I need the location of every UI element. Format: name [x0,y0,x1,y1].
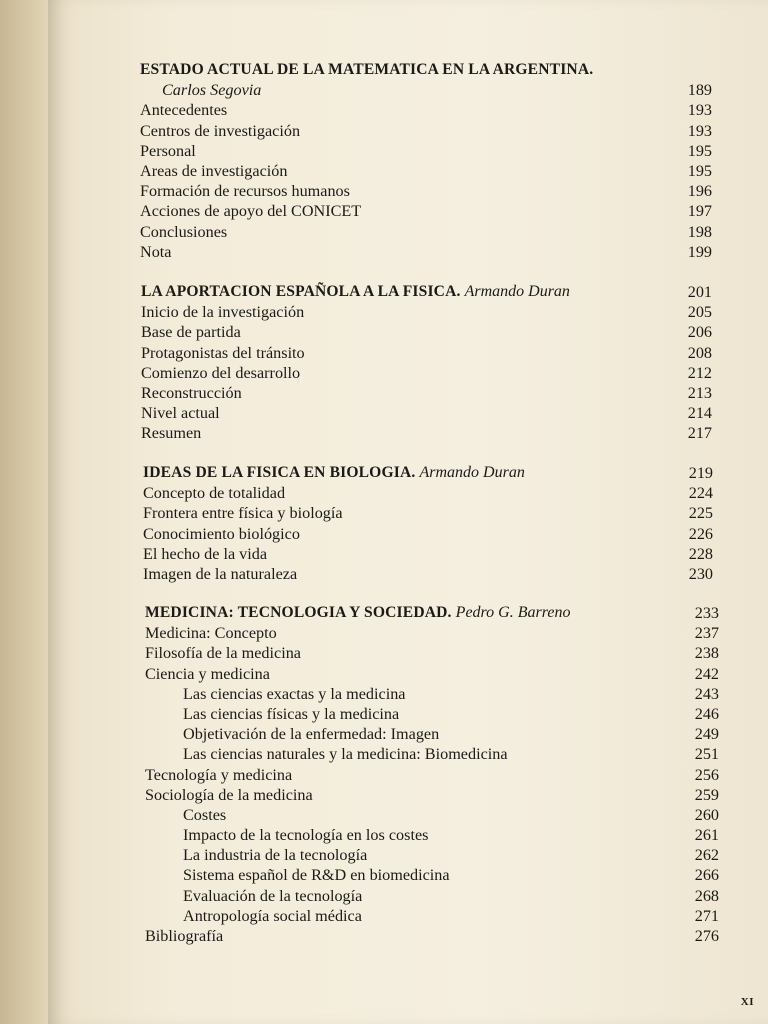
toc-entry [145,724,719,744]
toc-entry [143,564,713,584]
toc-entry-title: Conclusiones [140,222,228,241]
toc-entry-page: 251 [694,745,719,764]
toc-section-medicina-tecnologia [145,603,719,946]
section-heading [145,603,719,623]
toc-entry [141,302,712,322]
toc-entry [141,322,712,342]
book-spine-shadow [0,0,52,1024]
toc-entry-title: Objetivación de la enfermedad: Imagen [183,725,440,744]
toc-entry-page: 242 [694,664,719,683]
toc-entry-title: Filosofía de la medicina [145,644,301,663]
toc-entry-page: 225 [688,504,713,523]
toc-entry-title: Acciones de apoyo del CONICET [140,202,362,221]
toc-entry [145,926,719,946]
toc-entry-title: Medicina: Concepto [145,624,277,643]
toc-entry [145,805,719,825]
toc-entry-title: Antropología social médica [183,906,362,925]
toc-entry [145,643,719,663]
section-title: LA APORTACION ESPAÑOLA A LA FISICA. Armando Duran [141,283,570,300]
toc-entry-page: 199 [687,242,712,261]
toc-entry-title: Sociología de la medicina [145,785,313,804]
section-author: Armando Duran [419,464,525,481]
toc-entry-title: Carlos Segovia [162,81,262,100]
toc-section-fisica-biologia [143,463,713,584]
toc-entry-title: Centros de investigación [140,121,301,140]
toc-entry-title: Protagonistas del tránsito [141,343,305,362]
section-author: Pedro G. Barreno [455,604,571,621]
toc-entry [141,383,712,403]
toc-entry-title: Base de partida [141,323,241,342]
toc-entry-page: 246 [694,704,719,723]
toc-entry-title: La industria de la tecnología [183,846,368,865]
toc-entry-title: Nivel actual [141,404,220,423]
toc-entry [140,80,712,100]
toc-entry [145,886,719,906]
toc-entry-page: 256 [694,765,719,784]
toc-entry [140,100,712,120]
toc-entry-page: 208 [687,343,712,362]
toc-entry [145,765,719,785]
toc-entry-page: 214 [687,404,712,423]
toc-entry-title: Resumen [141,424,202,443]
toc-entry [141,403,712,423]
toc-entry [140,181,712,201]
toc-entry-title: Concepto de totalidad [143,484,286,503]
toc-entry-title: Imagen de la naturaleza [143,564,298,583]
toc-entry [143,483,713,503]
toc-entry-title: Evaluación de la tecnología [183,886,363,905]
toc-entry [141,343,712,363]
toc-entry [145,825,719,845]
toc-entry-page: 243 [694,684,719,703]
toc-entry-page: 237 [694,624,719,643]
toc-entry [145,865,719,885]
section-heading [141,282,712,302]
toc-entry [140,121,712,141]
toc-entry [145,906,719,926]
section-page-number: 233 [694,604,719,622]
toc-entry-page: 228 [688,544,713,563]
toc-entry-page: 226 [688,524,713,543]
toc-entry [141,423,712,443]
toc-entry-page: 266 [694,866,719,885]
toc-entry-page: 205 [687,303,712,322]
page-number-roman: XI [740,996,754,1008]
toc-entry-page: 193 [687,101,712,120]
toc-entry-title: Bibliografía [145,927,224,945]
toc-entry-page: 249 [694,725,719,744]
toc-entry-title: Tecnología y medicina [145,765,293,784]
toc-entry-title: Comienzo del desarrollo [141,363,301,382]
toc-entry [143,503,713,523]
toc-entry-page: 217 [687,424,712,443]
toc-entry-page: 261 [694,826,719,845]
section-author: Armando Duran [464,283,570,300]
toc-entry [143,544,713,564]
toc-entry-title: Reconstrucción [141,383,242,402]
section-title: IDEAS DE LA FISICA EN BIOLOGIA. Armando Duran [143,464,525,481]
toc-entry-page: 268 [694,886,719,905]
section-title: MEDICINA: TECNOLOGIA Y SOCIEDAD. Pedro G. Barreno [145,604,571,621]
section-heading [143,463,713,483]
toc-entry-page: 193 [687,121,712,140]
toc-entry-page: 195 [687,141,712,160]
section-page-number: 201 [687,283,712,301]
toc-entry [145,845,719,865]
toc-entry-title: Inicio de la investigación [141,303,305,322]
toc-entry-page: 224 [688,484,713,503]
toc-entry-page: 196 [687,182,712,201]
toc-entry-title: Personal [140,141,196,160]
toc-entry [141,363,712,383]
toc-entry-page: 195 [687,161,712,180]
section-page-number: 219 [688,464,713,482]
toc-entry-page: 197 [687,202,712,221]
toc-entry [145,744,719,764]
toc-entry-title: Antecedentes [140,101,228,120]
toc-entry-page: 230 [688,564,713,583]
toc-entry-title: Costes [183,805,227,824]
toc-entry-page: 238 [694,644,719,663]
toc-entry [145,684,719,704]
toc-entry [140,141,712,161]
toc-entry-title: Sistema español de R&D en biomedicina [183,866,450,885]
toc-entry-title: Las ciencias exactas y la medicina [183,684,406,703]
toc-entry-page: 260 [694,805,719,824]
toc-entry-page: 213 [687,383,712,402]
toc-entry-page: 212 [687,363,712,382]
toc-entry [145,704,719,724]
toc-entry [140,242,712,262]
toc-entry-title: Las ciencias físicas y la medicina [183,704,400,723]
toc-entry-title: Ciencia y medicina [145,664,270,683]
toc-entry [140,161,712,181]
toc-entry [145,785,719,805]
book-page [48,0,768,1024]
toc-entry-page: 271 [694,906,719,925]
toc-entry [145,623,719,643]
toc-entry-page: 206 [687,323,712,342]
toc-entry [140,222,712,242]
toc-entry-title: Areas de investigación [140,161,288,180]
toc-entry [143,524,713,544]
toc-section-aportacion-fisica [141,282,712,444]
toc-section-matematica-argentina [140,60,712,262]
toc-entry-title: Formación de recursos humanos [140,182,350,201]
toc-entry-page: 198 [687,222,712,241]
toc-entry [145,664,719,684]
section-heading [140,60,712,80]
toc-entry-page: 189 [687,81,712,100]
toc-entry-title: Frontera entre física y biología [143,504,343,523]
toc-entry-page: 259 [694,785,719,804]
section-title: ESTADO ACTUAL DE LA MATEMATICA EN LA ARGENTINA. [140,61,594,78]
toc-entry-title: Nota [140,242,172,261]
toc-entry-title: Impacto de la tecnología en los costes [183,826,429,845]
toc-entry-title: Conocimiento biológico [143,524,300,543]
toc-entry-title: Las ciencias naturales y la medicina: Biomedicina [183,745,508,764]
toc-entry-title: El hecho de la vida [143,544,268,563]
toc-entry-page: 276 [694,927,719,945]
toc-entry [140,201,712,221]
toc-entry-page: 262 [694,846,719,865]
